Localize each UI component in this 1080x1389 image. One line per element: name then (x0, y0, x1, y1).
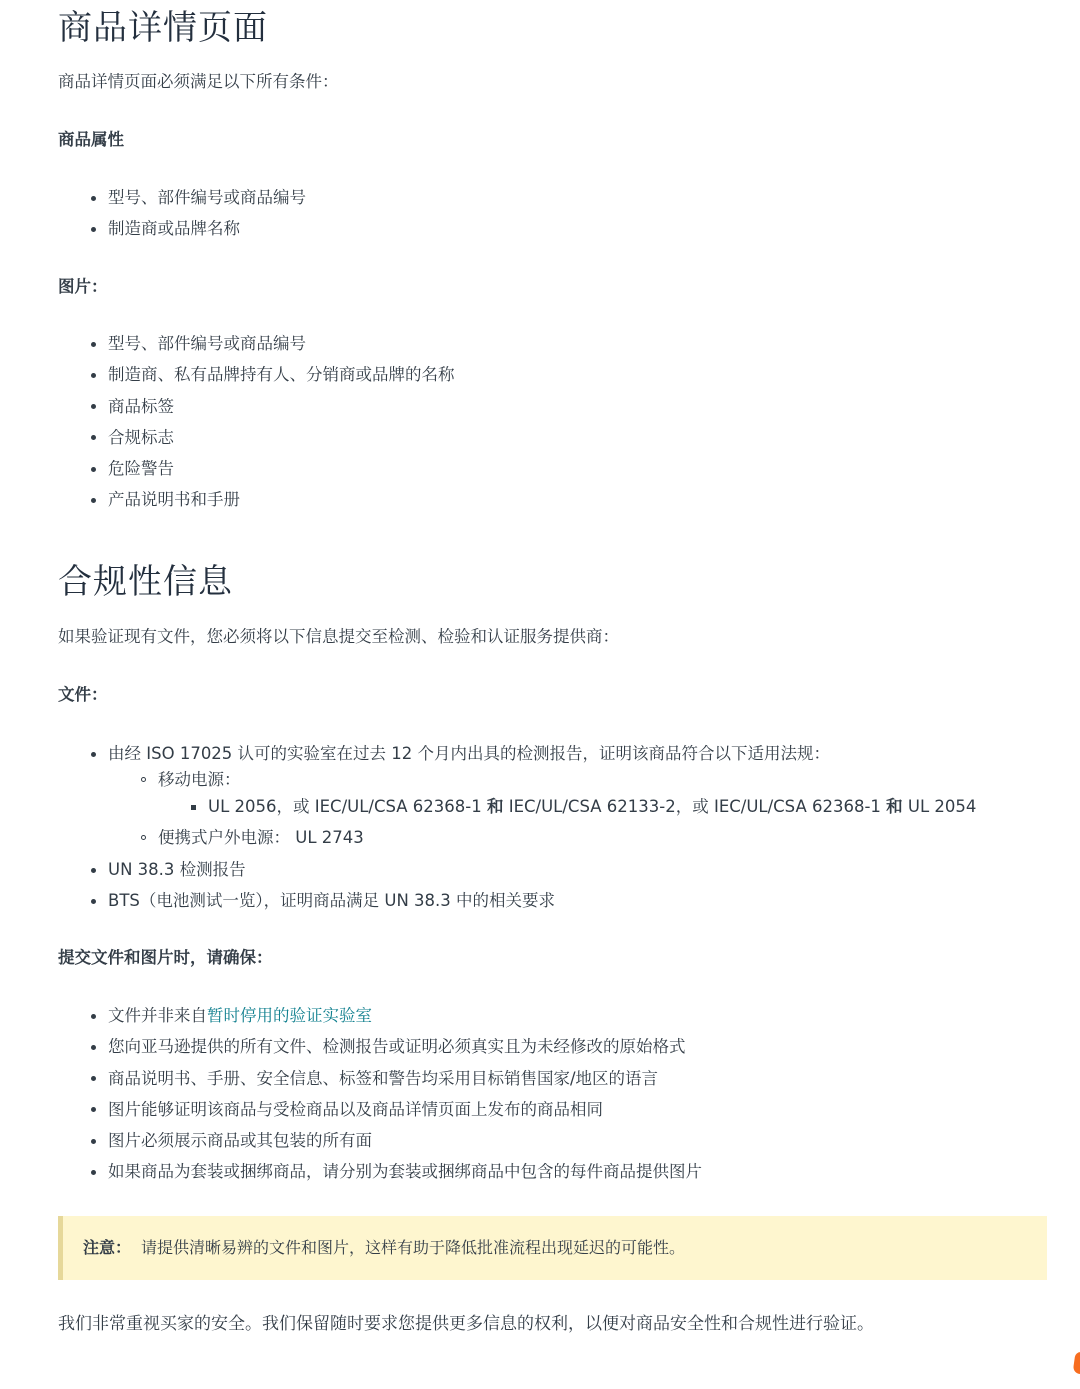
list-item: 商品说明书、手册、安全信息、标签和警告均采用目标销售国家/地区的语言 (58, 1063, 702, 1094)
list-item: 制造商、私有品牌持有人、分销商或品牌的名称 (58, 359, 455, 390)
list-item: 图片必须展示商品或其包装的所有面 (58, 1125, 702, 1156)
list-item-portable-outdoor-power: 便携式户外电源： UL 2743 (58, 824, 364, 851)
list-item: 合规标志 (58, 422, 455, 453)
list-item: 产品说明书和手册 (58, 484, 455, 515)
note-text: 请提供清晰易辨的文件和图片，这样有助于降低批准流程出现延迟的可能性。 (141, 1238, 686, 1257)
documents-list (58, 738, 830, 769)
images-heading: 图片： (58, 277, 108, 296)
list-item: 如果商品为套装或捆绑商品，请分别为套装或捆绑商品中包含的每件商品提供图片 (58, 1156, 702, 1187)
note-label: 注意： (83, 1238, 132, 1257)
product-detail-intro: 商品详情页面必须满足以下所有条件： (58, 72, 339, 91)
list-item-mobile-power-standards: UL 2056，或 IEC/UL/CSA 62368-1 和 IEC/UL/CSA 62133-2，或 IEC/UL/CSA 62368-1 和 UL 2054 (58, 792, 976, 822)
compliance-intro: 如果验证现有文件，您必须将以下信息提交至检测、检验和认证服务提供商： (58, 627, 619, 646)
list-item: 图片能够证明该商品与受检商品以及商品详情页面上发布的商品相同 (58, 1094, 702, 1125)
mobile-power-standards-sublist (58, 792, 976, 822)
list-item: 危险警告 (58, 453, 455, 484)
product-attributes-list (58, 182, 306, 245)
list-item-test-report (58, 738, 830, 769)
standards-sublist (58, 766, 241, 793)
list-item: 型号、部件编号或商品编号 (58, 328, 455, 359)
page-title-product-detail: 商品详情页面 (58, 8, 268, 48)
floating-widget-icon[interactable] (1072, 1352, 1080, 1374)
list-item: 制造商或品牌名称 (58, 213, 306, 244)
list-item-bts: BTS（电池测试一览），证明商品满足 UN 38.3 中的相关要求 (58, 885, 555, 916)
documents-list-continued (58, 854, 555, 917)
list-item-un-report: UN 38.3 检测报告 (58, 854, 555, 885)
list-item: 您向亚马逊提供的所有文件、检测报告或证明必须真实且为未经修改的原始格式 (58, 1031, 702, 1062)
portable-power-sublist (58, 824, 364, 851)
product-attributes-heading: 商品属性 (58, 130, 124, 149)
page-title-compliance: 合规性信息 (58, 562, 233, 602)
list-item-mobile-power: 移动电源： (58, 766, 241, 793)
images-list (58, 328, 455, 516)
suspended-labs-link[interactable]: 暂时停用的验证实验室 (207, 1006, 372, 1025)
list-item: 商品标签 (58, 391, 455, 422)
test-report-text: 由经 ISO 17025 认可的实验室在过去 12 个月内出具的检测报告，证明该商品符合以下适用法规： (108, 744, 831, 763)
ensure-list (58, 1000, 702, 1188)
documents-heading: 文件： (58, 685, 108, 704)
list-item-not-suspended-lab: 文件并非来自暂时停用的验证实验室 (58, 1000, 702, 1031)
list-item: 型号、部件编号或商品编号 (58, 182, 306, 213)
note-callout (58, 1216, 1047, 1280)
closing-paragraph: 我们非常重视买家的安全。我们保留随时要求您提供更多信息的权利，以便对商品安全性和合规性进行验证。 (58, 1314, 874, 1334)
ensure-heading: 提交文件和图片时，请确保： (58, 948, 273, 967)
